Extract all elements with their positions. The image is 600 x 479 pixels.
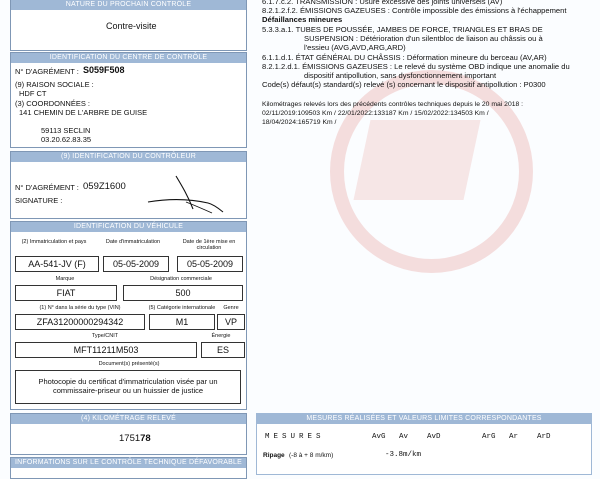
controleur-agrement-label: N° D'AGRÉMENT : bbox=[15, 183, 79, 192]
mesures-header: MESURES RÉALISÉES ET VALEURS LIMITES CORRESPONDANTES bbox=[257, 414, 591, 424]
ripage-value: -3.8m/km bbox=[385, 451, 422, 459]
docs-label: Document(s) présenté(s) bbox=[98, 361, 160, 367]
bottom-panel bbox=[10, 457, 247, 479]
designation-label: Désignation commerciale bbox=[150, 276, 212, 282]
defect-line: SUSPENSION : Détérioration d'un silentbloc de liaison au châssis ou à bbox=[304, 34, 543, 43]
vin-value: ZFA31200000294342 bbox=[15, 314, 145, 330]
col-av: Av bbox=[399, 433, 409, 441]
date-immat-label: Date d'immatriculation bbox=[105, 239, 161, 245]
km-value-bold: 78 bbox=[140, 433, 151, 444]
col-ar: Ar bbox=[509, 433, 519, 441]
ripage-range: (-8 à + 8 m/km) bbox=[289, 452, 334, 459]
centre-panel bbox=[10, 52, 247, 148]
km-header: (4) KILOMÉTRAGE RELEVÉ bbox=[11, 414, 246, 424]
defect-line: 6.1.7.c.2. TRANSMISSION : Usure excessive des joints universels (AV) bbox=[262, 0, 503, 6]
controleur-panel bbox=[10, 151, 247, 219]
centre-agrement-label: N° D'AGRÉMENT : bbox=[15, 67, 79, 76]
genre-label: Genre bbox=[223, 305, 239, 311]
centre-phone: 03.20.62.83.35 bbox=[41, 135, 92, 144]
coord-label: (3) COORDONNÉES : bbox=[15, 99, 91, 108]
centre-agrement-value: S059F508 bbox=[83, 65, 125, 75]
km-history-line: 02/11/2019:109503 Km / 22/01/2022:133187 Km / 15/02/2022:134503 Km / bbox=[262, 110, 489, 117]
date-mise-label: Date de 1ère mise en circulation bbox=[182, 239, 236, 251]
date-mise-value: 05-05-2009 bbox=[177, 256, 243, 272]
immat-label: (2) Immatriculation et pays bbox=[21, 239, 87, 245]
ripage-label: Ripage bbox=[263, 452, 285, 459]
col-ard: ArD bbox=[537, 433, 551, 441]
defect-line: 5.3.3.a.1. TUBES DE POUSSÉE, JAMBES DE FORCE, TRIANGLES ET BRAS DE bbox=[262, 25, 543, 34]
centre-city: 59113 SECLIN bbox=[41, 126, 91, 135]
vin-label: (1) N° dans la série du type (VIN) bbox=[39, 305, 121, 311]
designation-value: 500 bbox=[123, 285, 243, 301]
energie-label: Énergie bbox=[211, 333, 231, 339]
defect-section-title: Défaillances mineures bbox=[262, 15, 343, 24]
next-control-header: NATURE DU PROCHAIN CONTRÔLE bbox=[11, 0, 246, 10]
marque-value: FIAT bbox=[15, 285, 117, 301]
centre-header: IDENTIFICATION DU CENTRE DE CONTRÔLE bbox=[11, 53, 246, 63]
type-value: MFT11211M503 bbox=[15, 342, 197, 358]
vehicule-panel bbox=[10, 221, 247, 410]
km-value bbox=[119, 434, 151, 443]
categorie-label: (5) Catégorie internationale bbox=[148, 305, 216, 311]
col-avg: AvG bbox=[372, 433, 386, 441]
km-history-line: Kilométrages relevés lors des précédents contrôles techniques depuis le 20 mai 2018 : bbox=[262, 101, 524, 108]
mesures-panel bbox=[256, 413, 592, 475]
defect-line: 6.1.1.d.1. ÉTAT GÉNÉRAL DU CHÂSSIS : Déformation mineure du berceau (AV,AR) bbox=[262, 53, 547, 62]
docs-value: Photocopie du certificat d'immatriculation visée par un commissaire-priseur ou un huissier de justice bbox=[15, 370, 241, 404]
energie-value: ES bbox=[201, 342, 245, 358]
genre-value: VP bbox=[217, 314, 245, 330]
defect-line: dispositif antipollution, sans dysfonctionnement important bbox=[304, 71, 497, 80]
date-immat-value: 05-05-2009 bbox=[103, 256, 169, 272]
controleur-header: (9) IDENTIFICATION DU CONTRÔLEUR bbox=[11, 152, 246, 162]
type-label: Type/CNIT bbox=[91, 333, 119, 339]
defect-line: Code(s) défaut(s) standard(s) relevé (s) concernant le dispositif antipollution : P0300 bbox=[262, 80, 546, 89]
signature-label: SIGNATURE : bbox=[15, 196, 63, 205]
km-history-line: 18/04/2024:165719 Km / bbox=[262, 119, 337, 126]
controleur-agrement-value: 059Z1600 bbox=[83, 181, 126, 192]
col-avd: AvD bbox=[427, 433, 441, 441]
defect-line: 8.2.1.2.f.2. ÉMISSIONS GAZEUSES : Contrôle impossible des émissions à l'échappement bbox=[262, 6, 567, 15]
signature-scribble bbox=[146, 172, 226, 217]
km-panel bbox=[10, 413, 247, 455]
centre-address: 141 CHEMIN DE L'ARBRE DE GUISE bbox=[19, 108, 148, 117]
next-control-value: Contre-visite bbox=[106, 21, 157, 31]
km-value-main: 1751 bbox=[119, 433, 141, 444]
bottom-header: INFORMATIONS SUR LE CONTRÔLE TECHNIQUE DÉFAVORABLE bbox=[11, 458, 246, 468]
mesures-title: MESURES bbox=[265, 433, 325, 441]
raison-label: (9) RAISON SOCIALE : bbox=[15, 80, 94, 89]
col-arg: ArG bbox=[482, 433, 496, 441]
marque-label: Marque bbox=[55, 276, 75, 282]
defect-line: l'essieu (AVG,AVD,ARG,ARD) bbox=[304, 43, 406, 52]
immat-value: AA-541-JV (F) bbox=[15, 256, 99, 272]
defect-line: 8.2.1.2.d.1. ÉMISSIONS GAZEUSES : Le relevé du système OBD indique une anomalie du bbox=[262, 62, 570, 71]
raison-value: HDF CT bbox=[19, 89, 47, 98]
vehicule-header: IDENTIFICATION DU VÉHICULE bbox=[11, 222, 246, 232]
next-control-panel bbox=[10, 0, 247, 51]
categorie-value: M1 bbox=[149, 314, 215, 330]
